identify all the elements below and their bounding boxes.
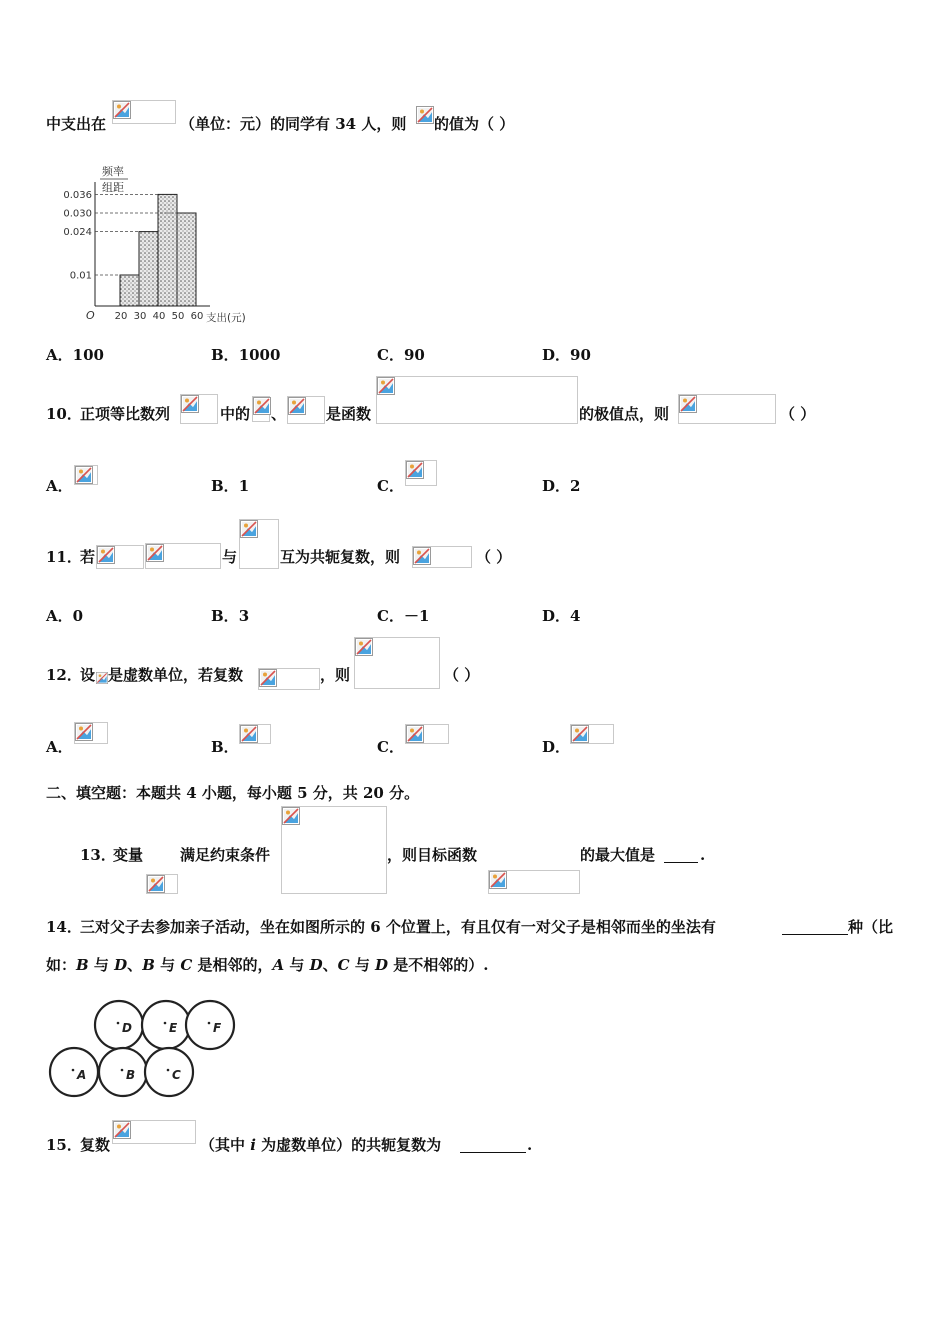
- broken-image-icon: [113, 101, 131, 119]
- q14-line-1-end: 种（比: [848, 918, 894, 936]
- y-tick-label: 0.01: [69, 270, 92, 282]
- broken-image-icon: [406, 461, 424, 479]
- q12-option-c-image: [405, 724, 449, 744]
- q13-number: 13．: [80, 846, 116, 864]
- q11-option-c[interactable]: C．－1: [377, 607, 430, 625]
- q12-option-a[interactable]: A．: [46, 738, 73, 756]
- q9-option-b[interactable]: B．1000: [211, 346, 281, 364]
- seat-a: [50, 1048, 98, 1096]
- q14-line-2: 如：B 与 D、B 与 C 是相邻的，A 与 D、C 与 D 是不相邻的）.: [46, 956, 489, 974]
- x-axis-label: 支出(元): [206, 312, 246, 324]
- q12-option-a-image: [74, 722, 108, 744]
- x-tick-label: 20: [114, 311, 128, 322]
- q12-number: 12．: [46, 666, 82, 684]
- broken-image-icon: [259, 669, 277, 687]
- q11-option-b[interactable]: B．3: [211, 607, 250, 625]
- q13-objective-image: [488, 870, 580, 894]
- q15-number: 15．: [46, 1136, 82, 1154]
- broken-image-icon: [571, 725, 589, 743]
- q15-text-3: .: [527, 1136, 533, 1154]
- broken-image-icon: [406, 725, 424, 743]
- q10-option-d[interactable]: D．2: [542, 477, 581, 495]
- q11-number: 11．: [46, 548, 82, 566]
- q13-answer-blank[interactable]: [664, 848, 698, 863]
- seat-label-f: F: [213, 1021, 222, 1035]
- q9-option-a[interactable]: A．100: [46, 346, 104, 364]
- q10-text-3: 、: [271, 405, 287, 423]
- q9-stem-part-b: （单位：元）的同学有 34 人，则: [180, 115, 407, 133]
- q10-text-4: 是函数: [326, 405, 372, 423]
- q10-option-a-image: [74, 465, 98, 485]
- broken-image-icon: [377, 377, 395, 395]
- q11-formula-image: [96, 545, 144, 569]
- broken-image-icon: [97, 546, 115, 564]
- seat-b: [99, 1048, 147, 1096]
- q9-option-c[interactable]: C．90: [377, 346, 425, 364]
- q10-function-image: [376, 376, 578, 424]
- q10-text-5: 的极值点，则: [579, 405, 670, 423]
- q10-option-a[interactable]: A．: [46, 477, 73, 495]
- broken-image-icon: [253, 397, 271, 415]
- histogram-bar: [177, 213, 196, 306]
- seat-f: [186, 1001, 234, 1049]
- q15-text-1: 复数: [80, 1136, 111, 1154]
- q9-variable-image: [416, 106, 434, 128]
- seat-label-c: C: [172, 1068, 181, 1082]
- y-tick-label: 0.030: [63, 208, 92, 220]
- q10-formula-image: [678, 394, 776, 424]
- q13-text-5: .: [700, 846, 706, 864]
- seat-c: [145, 1048, 193, 1096]
- x-tick-label: 40: [152, 311, 166, 322]
- q9-formula-image: [112, 100, 176, 124]
- q12-option-d-image: [570, 724, 614, 744]
- broken-image-icon: [146, 544, 164, 562]
- x-tick-label: 50: [171, 311, 185, 322]
- q11-option-a[interactable]: A．0: [46, 607, 84, 625]
- histogram-bar: [120, 275, 139, 306]
- q11-text-2: 与: [222, 548, 238, 566]
- q13-text-2: 满足约束条件: [180, 846, 271, 864]
- q14-line-1: 三对父子去参加亲子活动，坐在如图所示的 6 个位置上，有且仅有一对父子是相邻而坐的坐法有: [80, 918, 716, 936]
- broken-image-icon: [181, 395, 199, 413]
- q11-text-1: 若: [80, 548, 96, 566]
- y-tick-label: 0.036: [63, 189, 92, 201]
- q13-text-4: 的最大值是: [580, 846, 656, 864]
- q10-text-1: 正项等比数列: [80, 405, 171, 423]
- q11-formula-image: [145, 543, 221, 569]
- seat-e: [142, 1001, 190, 1049]
- q12-text-1: 设: [80, 666, 96, 684]
- seat-label-e: E: [169, 1021, 178, 1035]
- section-2-title: 二、填空题：本题共 4 小题，每小题 5 分，共 20 分。: [46, 784, 420, 802]
- broken-image-icon: [96, 672, 108, 684]
- broken-image-icon: [416, 106, 434, 124]
- broken-image-icon: [282, 807, 300, 825]
- q12-text-4: （ ）: [444, 666, 480, 684]
- q12-text-2: 是虚数单位，若复数: [108, 666, 244, 684]
- y-axis-label-top: 频率: [102, 165, 124, 178]
- q11-text-3: 互为共轭复数，则: [280, 548, 401, 566]
- q9-histogram: [52, 160, 272, 330]
- q14-number: 14．: [46, 918, 82, 936]
- broken-image-icon: [147, 875, 165, 893]
- q14-seating-diagram: [46, 996, 238, 1100]
- q10-option-c-image: [405, 460, 437, 486]
- q9-stem-part-c: 的值为（ ）: [434, 115, 515, 133]
- histogram-bar: [158, 194, 177, 306]
- broken-image-icon: [113, 1121, 131, 1139]
- q15-formula-image: [112, 1120, 196, 1144]
- origin-label: O: [86, 309, 95, 322]
- seat-label-b: B: [126, 1068, 136, 1082]
- q15-text-2: （其中 i 为虚数单位）的共轭复数为: [200, 1136, 442, 1154]
- q15-answer-blank[interactable]: [460, 1138, 526, 1153]
- broken-image-icon: [240, 725, 258, 743]
- x-tick-label: 60: [190, 311, 204, 322]
- q10-formula-image: [180, 394, 218, 424]
- seat-d: [95, 1001, 143, 1049]
- broken-image-icon: [75, 723, 93, 741]
- q12-option-d[interactable]: D．: [542, 738, 571, 756]
- q14-answer-blank[interactable]: [782, 920, 848, 935]
- x-tick-label: 30: [133, 311, 147, 322]
- broken-image-icon: [679, 395, 697, 413]
- q11-option-d[interactable]: D．4: [542, 607, 581, 625]
- q10-text-2: 中的: [220, 405, 251, 423]
- q13-text-1: 变量: [113, 846, 144, 864]
- q10-number: 10．: [46, 405, 82, 423]
- q12-option-b-image: [239, 724, 271, 744]
- q10-option-b[interactable]: B．1: [211, 477, 250, 495]
- q12-text-3: ，则: [320, 666, 351, 684]
- q11-formula-image: [239, 519, 279, 569]
- q10-option-c[interactable]: C．: [377, 477, 404, 495]
- broken-image-icon: [355, 638, 373, 656]
- seat-label-d: D: [122, 1021, 132, 1035]
- q12-option-b[interactable]: B．: [211, 738, 239, 756]
- q12-formula-image: [354, 637, 440, 689]
- q11-text-4: （ ）: [476, 548, 512, 566]
- y-tick-label: 0.024: [63, 227, 92, 239]
- histogram-bar: [139, 232, 158, 306]
- q12-option-c[interactable]: C．: [377, 738, 404, 756]
- broken-image-icon: [288, 397, 306, 415]
- broken-image-icon: [75, 466, 93, 484]
- q9-option-d[interactable]: D．90: [542, 346, 591, 364]
- broken-image-icon: [489, 871, 507, 889]
- q11-formula-image: [412, 546, 472, 568]
- q13-constraints-image: [281, 806, 387, 894]
- y-axis-label-bottom: 组距: [102, 181, 124, 194]
- q9-stem-part-a: 中支出在: [46, 115, 107, 133]
- q12-variable-image: [96, 672, 108, 688]
- seat-label-a: A: [77, 1068, 87, 1082]
- broken-image-icon: [413, 547, 431, 565]
- q10-formula-image: [287, 396, 325, 424]
- q12-formula-image: [258, 668, 320, 690]
- q13-text-3: ，则目标函数: [387, 846, 478, 864]
- broken-image-icon: [240, 520, 258, 538]
- histogram-bars: [120, 194, 196, 306]
- q10-text-6: （ ）: [780, 405, 816, 423]
- q13-variable-image: [146, 874, 178, 894]
- q10-formula-image: [252, 396, 270, 422]
